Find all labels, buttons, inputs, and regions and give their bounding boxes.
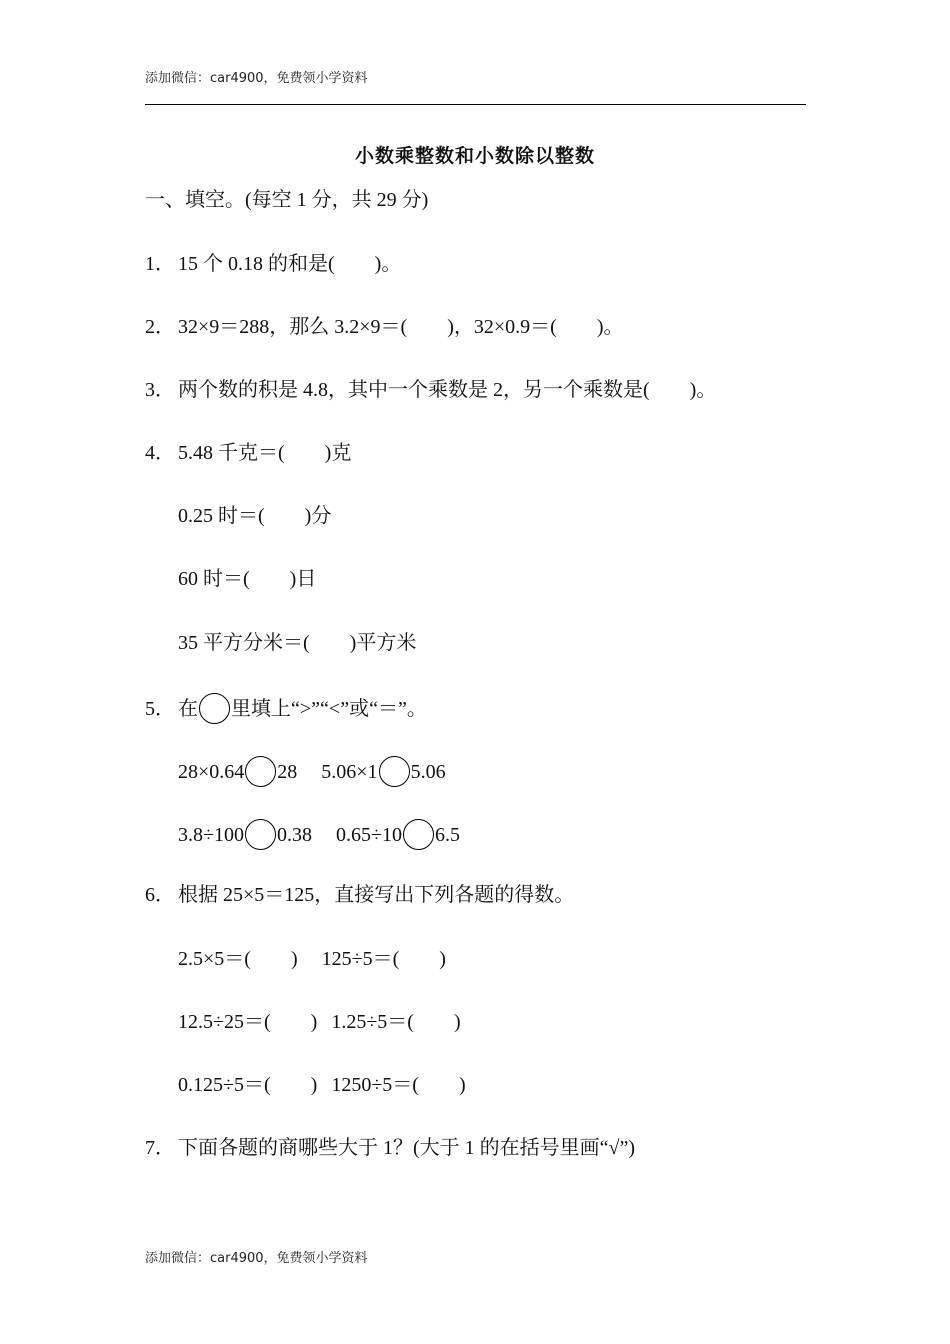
question-5: 5． 在 里填上“>”“<”或“＝”。: [145, 693, 427, 724]
question-6: 6． 根据 25×5＝125，直接写出下列各题的得数。: [145, 884, 575, 906]
calc-row: 0.125÷5＝( ) 1250÷5＝( ): [178, 1074, 466, 1096]
compare-circle[interactable]: [245, 756, 276, 787]
circle-icon: [199, 693, 230, 724]
question-number: 1．: [145, 253, 175, 275]
question-4: 4． 5.48 千克＝( )克: [145, 442, 352, 464]
compare-circle[interactable]: [379, 756, 410, 787]
question-1: 1． 15 个 0.18 的和是( )。: [145, 253, 402, 275]
question-number: 4．: [145, 442, 175, 464]
question-number: 5．: [145, 698, 175, 720]
calc-row: 2.5×5＝( ) 125÷5＝( ): [178, 948, 446, 970]
section-heading: 一、填空。(每空 1 分，共 29 分): [145, 189, 429, 211]
header-divider: [145, 104, 806, 105]
question-number: 6．: [145, 884, 175, 906]
question-text: 15 个 0.18 的和是(: [178, 253, 335, 275]
conversion-row: 60 时＝( )日: [178, 568, 317, 590]
conversion-row: 35 平方分米＝( )平方米: [178, 632, 417, 654]
worksheet-title: 小数乘整数和小数除以整数: [354, 145, 595, 167]
question-number: 7．: [145, 1137, 175, 1159]
compare-row: 28×0.64 28 5.06×1 5.06: [178, 756, 446, 787]
page-footer: 添加微信：car4900，免费领小学资料: [145, 1251, 368, 1266]
compare-circle[interactable]: [245, 819, 276, 850]
question-7: 7． 下面各题的商哪些大于 1？(大于 1 的在括号里画“√”): [145, 1137, 636, 1159]
calc-row: 12.5÷25＝( ) 1.25÷5＝( ): [178, 1011, 461, 1033]
compare-row: 3.8÷100 0.38 0.65÷10 6.5: [178, 819, 460, 850]
question-2: 2． 32×9＝288，那么 3.2×9＝( )，32×0.9＝( )。: [145, 316, 624, 338]
question-3: 3． 两个数的积是 4.8，其中一个乘数是 2，另一个乘数是( )。: [145, 379, 717, 401]
question-number: 2．: [145, 316, 175, 338]
conversion-row: 0.25 时＝( )分: [178, 505, 332, 527]
page-header: 添加微信：car4900，免费领小学资料: [145, 71, 368, 86]
compare-circle[interactable]: [403, 819, 434, 850]
question-number: 3．: [145, 379, 175, 401]
